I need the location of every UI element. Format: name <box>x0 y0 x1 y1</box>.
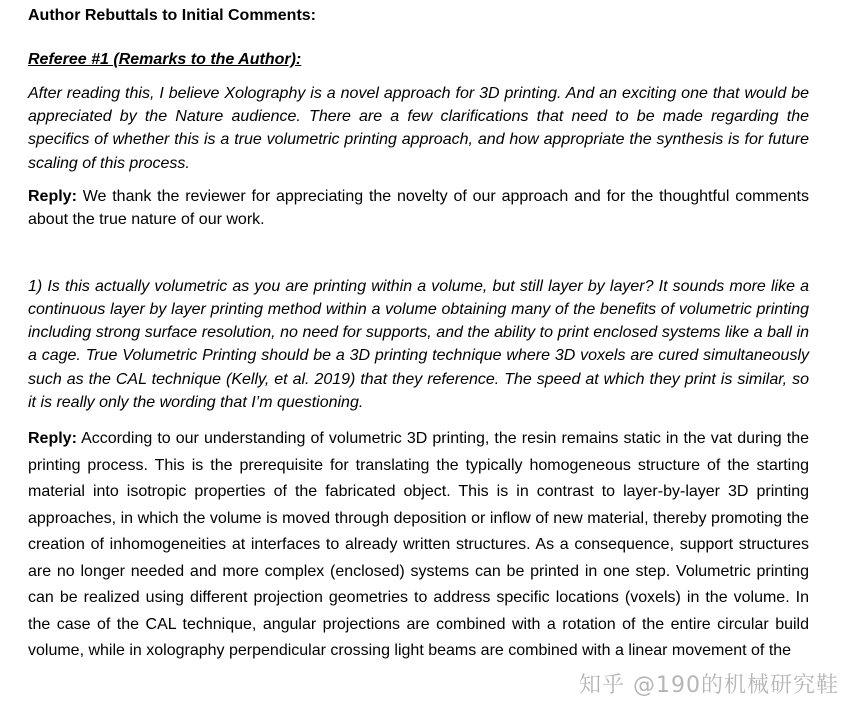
reply-text: We thank the reviewer for appreciating the novelty of our approach and for the thoughtful comments about the true nature of our work. <box>28 187 809 228</box>
reply-paragraph-1 <box>28 185 809 231</box>
referee-intro-paragraph: After reading this, I believe Xolography is a novel approach for 3D printing. And an exciting one that would be appreciated by the Nature audience. There are a few clarifications that need to be made regarding the specifics of whether this is a true volumetric printing approach, and how appropriate the synthesis is for future scaling of this process. <box>28 85 809 172</box>
referee-question-1: 1) Is this actually volumetric as you are printing within a volume, but still layer by layer? It sounds more like a continuous layer by layer printing method within a volume obtaining many of the benefits of volumetric printing including strong surface resolution, no need for supports, and the ability to print enclosed systems like a ball in a cage. True Volumetric Printing should be a 3D printing technique where 3D voxels are cured simultaneously such as the CAL technique (Kelly, et al. 2019) that they reference. The speed at which they print is similar, so it is really only the wording that I’m questioning. <box>28 277 809 411</box>
document-heading: Author Rebuttals to Initial Comments: <box>28 7 316 24</box>
document-page <box>28 6 809 665</box>
reply-paragraph-2 <box>28 426 809 665</box>
reply-label: Reply: <box>28 430 77 448</box>
reply-text: According to our understanding of volumetric 3D printing, the resin remains static in the vat during the printing process. This is the prerequisite for translating the typically homogeneous structure of the starting material into isotropic properties of the fabricated object. This is in contrast to layer-by-layer 3D printing approaches, in which the volume is moved through deposition or inflow of new material, thereby promoting the creation of inhomogeneities at interfaces to already written structures. As a consequence, support structures are no longer needed and more complex (enclosed) systems can be printed in one step. Volumetric printing can be realized using different projection geometries to address specific locations (voxels) in the volume. In the case of the CAL technique, angular projections are combined with a rotation of the entire circular build volume, while in xolography perpendicular crossing light beams are combined with a linear movement of the <box>28 430 809 660</box>
reply-label: Reply: <box>28 187 77 205</box>
referee-title: Referee #1 (Remarks to the Author): <box>28 51 302 68</box>
watermark: 知乎 @190的机械研究鞋 <box>579 673 839 698</box>
